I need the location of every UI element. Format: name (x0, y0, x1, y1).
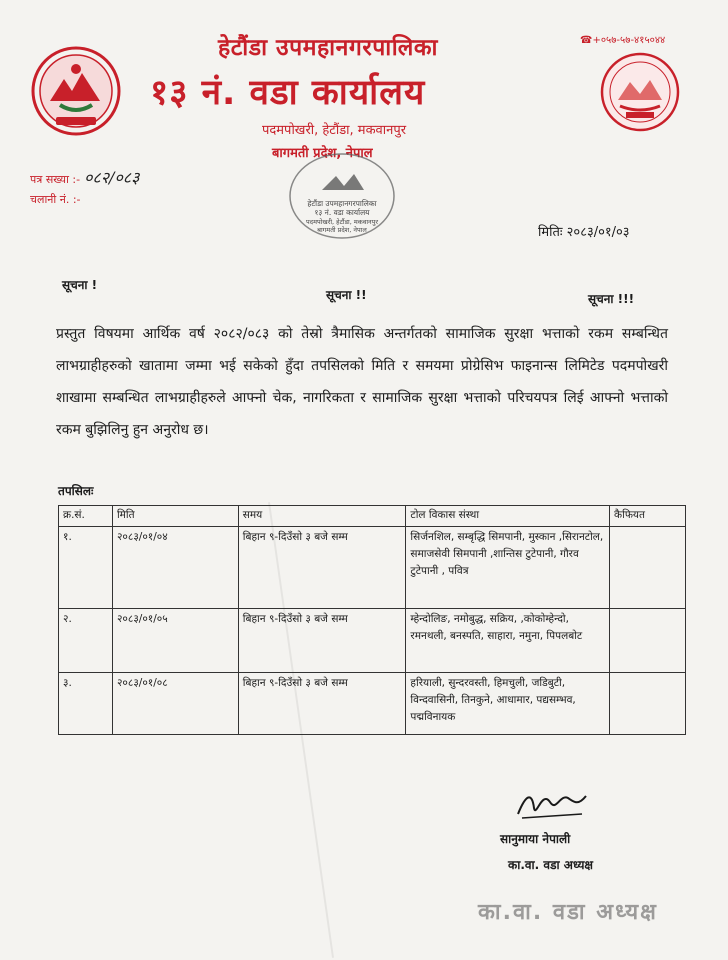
cell-remark (610, 673, 686, 735)
signature-icon (512, 784, 592, 828)
col-header-date: मिति (112, 506, 238, 527)
cell-tole: हरियाली, सुन्दरवस्ती, हिमचुली, जडिबुटी, विन्दवासिनी, तिनकुने, आधामार, पद्यसम्भव, पद्मविनायक (406, 673, 610, 735)
patra-value: ०८२/०८३ (84, 168, 140, 187)
stamp-line-1: हेटौंडा उपमहानगरपालिका (307, 199, 377, 208)
cell-remark (610, 609, 686, 673)
phone-number: ☎+०५७-५७-४१५०४४ (580, 35, 666, 46)
ward-stamp-icon (286, 150, 398, 242)
table-header-row (59, 506, 686, 527)
nepal-emblem-icon (30, 45, 122, 137)
cell-tole: म्हेन्दोलिङ, नमोबुद्ध, सक्रिय, ,कोकोम्हेन्दो, रमनथली, बनस्पति, साहारा, नमुना, पिपलबोट (406, 609, 610, 673)
notice-2: सूचना !! (326, 288, 367, 302)
ward-office-title: १३ नं. वडा कार्यालय (150, 73, 426, 113)
stamp-line-3: पदमपोखरी, हेटौंडा, मकवानपुर (305, 218, 379, 226)
signatory-name: सानुमाया नेपाली (500, 832, 571, 846)
schedule-table (58, 505, 686, 735)
cell-date: २०८३/०१/०४ (112, 527, 238, 609)
cell-sn: १. (59, 527, 113, 609)
letter-date: मितिः २०८३/०१/०३ (538, 225, 630, 240)
municipality-logo-icon (596, 50, 684, 134)
table-row (59, 609, 686, 673)
stamp-line-4: बागमती प्रदेश, नेपाल (317, 226, 367, 234)
office-address: पदमपोखरी, हेटौंडा, मकवानपुर (262, 123, 407, 138)
cell-time: बिहान ९-दिउँसो ३ बजे सम्म (238, 527, 406, 609)
faded-stamp: का.वा. वडा अध्यक्ष (478, 900, 658, 925)
col-header-remark: कैफियत (610, 506, 686, 527)
col-header-time: समय (238, 506, 406, 527)
col-header-tole: टोल विकास संस्था (406, 506, 610, 527)
signatory-title: का.वा. वडा अध्यक्ष (508, 858, 594, 872)
cell-tole: सिर्जनशिल, सम्बृद्धि सिमपानी, मुस्कान ,सिरानटोल, समाजसेवी सिमपानी ,शान्तिस टुटेपानी, गौरव टुटेपानी , पवित्र (406, 527, 610, 609)
office-name: हेटौंडा उपमहानगरपालिका (218, 35, 438, 61)
cell-date: २०८३/०१/०८ (112, 673, 238, 735)
notice-body: प्रस्तुत विषयमा आर्थिक वर्ष २०८२/०८३ को तेस्रो त्रैमासिक अन्तर्गतको सामाजिक सुरक्षा भत्ताको रकम सम्बन्धित लाभग्राहीहरुको खातामा जम्मा भई सकेको हुँदा तपसिलको मिति र समयमा प्रोग्रेसिभ फाइनान्स लिमिटेड पदमपोखरी शाखामा सम्बन्धित लाभग्राहीहरुले आफ्नो चेक, नागरिकता र सामाजिक सुरक्षा भत्ताको परिचयपत्र लिई आफ्नो भत्ताको रकम बुझिलिनु हुन अनुरोध छ। (56, 326, 668, 438)
notice-1: सूचना ! (62, 278, 98, 292)
patra-sankhya (30, 166, 139, 188)
cell-time: बिहान ९-दिउँसो ३ बजे सम्म (238, 673, 406, 735)
cell-time: बिहान ९-दिउँसो ३ बजे सम्म (238, 609, 406, 673)
chalani-label: चलानी नं. :- (30, 193, 81, 206)
cell-date: २०८३/०१/०५ (112, 609, 238, 673)
notice-3: सूचना !!! (588, 292, 635, 306)
table-row (59, 527, 686, 609)
col-header-sn: क्र.सं. (59, 506, 113, 527)
province-line: बागमती प्रदेश, नेपाल (272, 146, 373, 161)
cell-sn: २. (59, 609, 113, 673)
tapasil-label: तपसिलः (58, 484, 94, 498)
cell-remark (610, 527, 686, 609)
stamp-line-2: १३ नं. वडा कार्यालय (314, 208, 370, 217)
cell-sn: ३. (59, 673, 113, 735)
table-row (59, 673, 686, 735)
patra-label: पत्र सख्या :- (30, 173, 81, 186)
